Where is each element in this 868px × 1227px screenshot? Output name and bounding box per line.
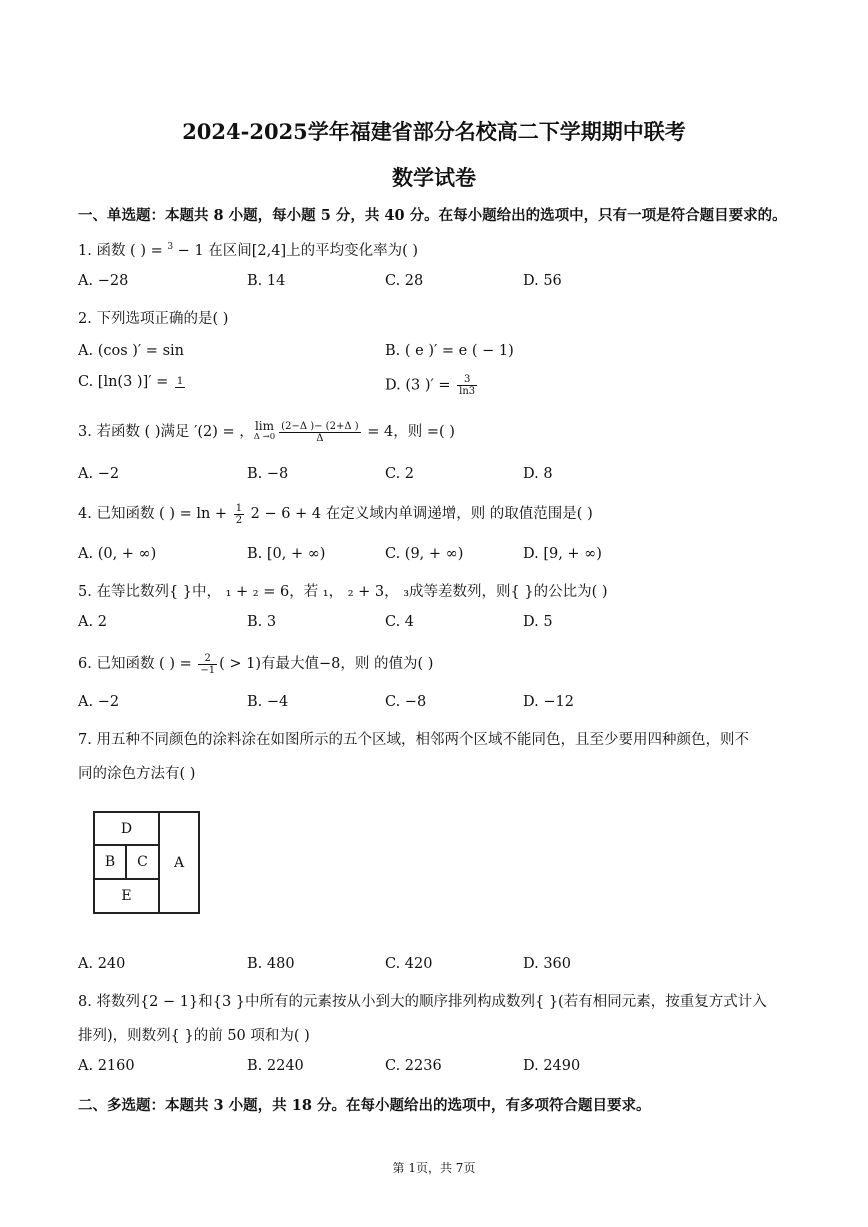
q5-option-b: B. 3 (247, 614, 277, 630)
q4-option-c: C. (9, + ∞) (385, 546, 464, 562)
q1-option-b: B. 14 (247, 273, 286, 289)
q6-option-a: A. −2 (78, 694, 120, 710)
region-c: C (127, 846, 160, 880)
region-b: B (95, 846, 127, 880)
q8-option-c: C. 2236 (385, 1058, 442, 1074)
q7-option-c: C. 420 (385, 956, 433, 972)
q3-option-a: A. −2 (78, 466, 120, 482)
region-diagram (93, 811, 200, 914)
q3-option-c: C. 2 (385, 466, 415, 482)
q2-option-d: D. (3 )′ = $\frac{3}{\ln 3}$ (385, 374, 476, 397)
q8-option-a: A. 2160 (78, 1058, 135, 1074)
exam-subtitle: 数学试卷 (392, 165, 476, 190)
question-8-line-1: 8. 将数列{2 − 1}和{3 }中所有的元素按从小到大的顺序排列构成数列{ }(若有相同元素，按重复方式计入 (78, 994, 767, 1010)
question-8-line-2: 排列)，则数列{ }的前 50 项和为( ) (78, 1028, 310, 1044)
q7-option-a: A. 240 (78, 956, 126, 972)
q8-option-d: D. 2490 (523, 1058, 581, 1074)
q1-option-c: C. 28 (385, 273, 424, 289)
region-e: E (95, 880, 160, 912)
q4-option-d: D. [9, + ∞) (523, 546, 602, 562)
q3-option-b: B. −8 (247, 466, 289, 482)
q4-option-a: A. (0, + ∞) (78, 546, 157, 562)
question-6: 6. 已知函数 ( ) = $\frac{2}{-1}$ ( > 1)有最大值−8，则 的值为( ) (78, 652, 434, 676)
q5-option-d: D. 5 (523, 614, 553, 630)
q1-option-d: D. 56 (523, 273, 562, 289)
q2-option-a: A. (cos )′ = sin (78, 343, 184, 359)
section-multiple-choice: 二、多选题：本题共 3 小题，共 18 分。在每小题给出的选项中，有多项符合题目要求。 (78, 1097, 651, 1114)
q6-option-b: B. −4 (247, 694, 289, 710)
q7-option-d: D. 360 (523, 956, 572, 972)
q5-option-c: C. 4 (385, 614, 415, 630)
question-1: 1. 函数 ( ) = $^3$ − 1 在区间[2,4]上的平均变化率为( ) (78, 242, 419, 259)
q3-option-d: D. 8 (523, 466, 553, 482)
q8-option-b: B. 2240 (247, 1058, 304, 1074)
q2-option-b: B. ( e )′ = e ( − 1) (385, 343, 514, 359)
question-2: 2. 下列选项正确的是( ) (78, 311, 229, 327)
question-4: 4. 已知函数 ( ) = ln + $\frac{1}{2}$ 2 − 6 + 4 在定义域内单调递增，则 的取值范围是( ) (78, 502, 593, 526)
q5-option-a: A. 2 (78, 614, 107, 630)
question-5: 5. 在等比数列{ }中， ₁ + ₂ = 6，若 ₁， ₂ + 3， ₃成等差数列，则{ }的公比为( ) (78, 584, 608, 600)
q7-option-b: B. 480 (247, 956, 295, 972)
question-3: 3. 若函数 ( )满足 ′(2) = ，lim Δ →0 $\frac{(2-\Delta )- (2+\Delta )}{\Delta}$ = 4，则 =( ) (78, 419, 455, 444)
page-footer: 第 1页，共 7页 (392, 1161, 476, 1175)
q4-option-b: B. [0, + ∞) (247, 546, 326, 562)
region-d: D (95, 813, 160, 846)
q2-option-c: C. [ln(3 )]′ = 1 (78, 374, 184, 390)
region-a: A (173, 854, 185, 871)
exam-title: 2024-2025学年福建省部分名校高二下学期期中联考 (182, 119, 686, 144)
question-7-line-2: 同的涂色方法有( ) (78, 766, 196, 782)
q6-option-d: D. −12 (523, 694, 574, 710)
q6-option-c: C. −8 (385, 694, 427, 710)
section-single-choice: 一、单选题：本题共 8 小题，每小题 5 分，共 40 分。在每小题给出的选项中，只有一项是符合题目要求的。 (78, 207, 787, 224)
q1-option-a: A. −28 (78, 273, 129, 289)
question-7-line-1: 7. 用五种不同颜色的涂料涂在如图所示的五个区域，相邻两个区域不能同色，且至少要用四种颜色，则不 (78, 732, 749, 748)
